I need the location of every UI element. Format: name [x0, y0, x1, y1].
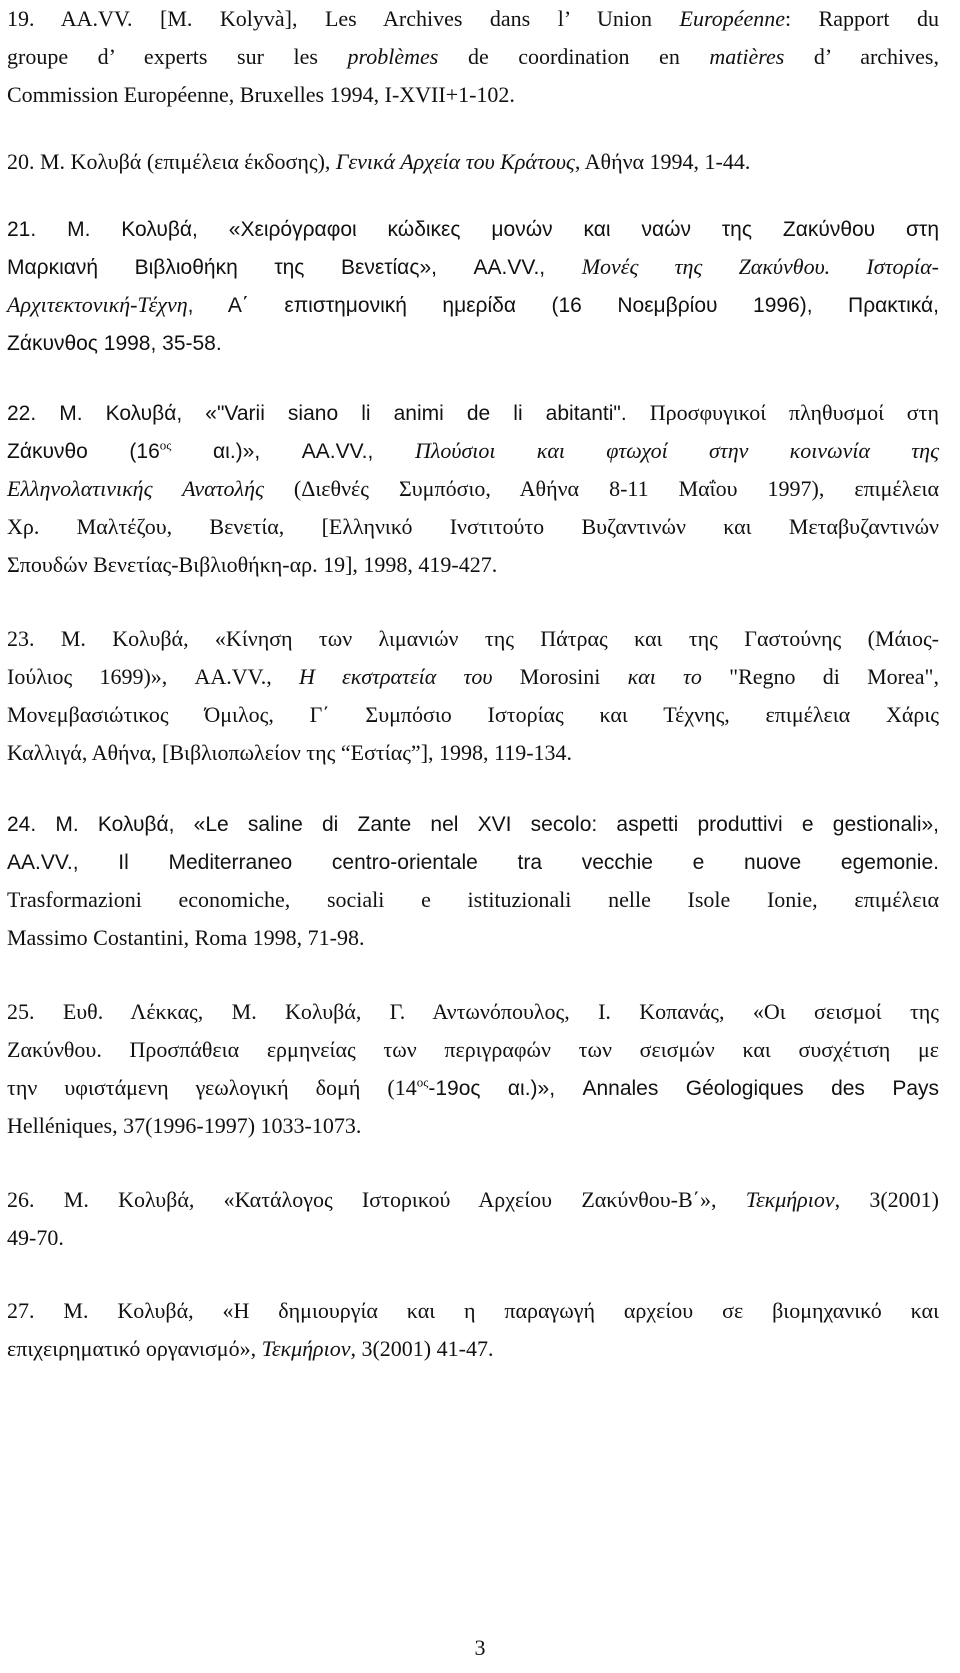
text-run: Ζακύνθου. Προσπάθεια ερμηνείας των περιγραφών των σεισμών και συσχέτιση με [7, 1037, 939, 1062]
text-line [7, 734, 939, 772]
text-line [7, 508, 939, 546]
text-line [7, 248, 939, 286]
text-run: Σπουδών Βενετίας-Βιβλιοθήκη-αρ. 19], 1998, 419-427. [7, 552, 498, 577]
text-run: AA.VV., Il Mediterraneo centro-orientale tra vecchie e nuove egemonie. [7, 851, 939, 874]
text-run: , 3(2001) 41-47. [350, 1336, 494, 1361]
italic-text: Αρχιτεκτονική-Τέχνη [7, 292, 188, 317]
text-run: 20. M. Κολυβά (επιμέλεια έκδοσης), [7, 149, 336, 174]
text-run: Μαρκιανή Βιβλιοθήκη της Βενετίας», AA.VV., [7, 256, 582, 279]
reference-27 [7, 1292, 939, 1368]
text-run: 49-70. [7, 1225, 64, 1250]
text-line [7, 286, 939, 324]
text-line [7, 432, 939, 470]
text-line [7, 76, 939, 114]
italic-text: Ελληνολατινικής Ανατολής [7, 476, 264, 501]
text-run: Ιούλιος 1699)», AA.VV., [7, 664, 299, 689]
text-run: 27. M. Κολυβά, «Η δημιουργία και η παραγωγή αρχείου σε βιομηχανικό και [7, 1298, 939, 1323]
text-run: Trasformazioni economiche, sociali e istituzionali nelle Isole Ionie, επιμέλεια [7, 887, 939, 912]
italic-text: Τεκμήριον [745, 1187, 835, 1212]
italic-text: problèmes [347, 44, 439, 69]
text-line [7, 324, 939, 362]
italic-text: Européenne [679, 6, 785, 31]
text-run: επιχειρηματικό οργανισμό», [7, 1336, 262, 1361]
text-run: 25. Ευθ. Λέκκας, Μ. Κολυβά, Γ. Αντωνόπουλος, Ι. Κοπανάς, «Οι σεισμοί της [7, 999, 939, 1024]
reference-23 [7, 620, 939, 772]
text-run: (Διεθνές Συμπόσιο, Αθήνα 8-11 Μαΐου 1997), επιμέλεια [263, 476, 939, 501]
reference-20 [7, 143, 939, 181]
italic-text: Πλούσιοι και φτωχοί στην κοινωνία της [414, 438, 939, 463]
text-line [7, 1292, 939, 1330]
reference-24 [7, 805, 939, 957]
page-number: 3 [474, 1635, 486, 1660]
text-run: , 3(2001) [834, 1187, 940, 1212]
text-line [7, 470, 939, 508]
text-run: Helléniques, 37(1996-1997) 1033-1073. [7, 1113, 362, 1138]
text-run: Ζάκυνθος 1998, 35-58. [7, 332, 222, 355]
text-run: d’ archives, [784, 44, 939, 69]
text-line [7, 658, 939, 696]
text-run: Χρ. Μαλτέζου, Βενετία, [Ελληνικό Ινστιτούτο Βυζαντινών και Μεταβυζαντινών [7, 514, 939, 539]
text-line [7, 696, 939, 734]
text-run: groupe d’ experts sur les [7, 44, 348, 69]
text-line [7, 1219, 939, 1257]
text-line [7, 546, 939, 584]
italic-text: Μονές της Ζακύνθου. Ιστορία- [581, 254, 940, 279]
text-run: την υφιστάμενη γεωλογική δομή (14 [7, 1075, 417, 1100]
text-line [7, 1181, 939, 1219]
superscript: ος [416, 1074, 429, 1090]
text-line [7, 805, 939, 843]
text-run: 22. M. Κολυβά, «"Varii siano li animi de li abitanti". [7, 402, 650, 425]
reference-19 [7, 0, 939, 114]
text-line [7, 1069, 939, 1107]
text-run: "Regno di Morea", [701, 664, 939, 689]
text-line [7, 620, 939, 658]
text-run: Morosini [492, 664, 628, 689]
text-line [7, 993, 939, 1031]
text-run: αι.)», AA.VV., [171, 440, 415, 463]
text-run: Ζάκυνθο (16 [7, 440, 160, 463]
text-run: , Α΄ επιστημονική ημερίδα (16 Νοεμβρίου 1996), Πρακτικά, [187, 294, 939, 317]
text-run: 19. AA.VV. [M. Kolyvà], Les Archives dans l’ Union [7, 6, 680, 31]
text-line [7, 881, 939, 919]
text-line [7, 38, 939, 76]
text-line [7, 210, 939, 248]
text-line [7, 143, 939, 181]
italic-text: και το [627, 664, 702, 689]
text-line [7, 1031, 939, 1069]
superscript: ος [159, 437, 172, 453]
italic-text: Τεκμήριον [261, 1336, 351, 1361]
text-run: Προσφυγικοί πληθυσμοί στη [649, 400, 939, 425]
reference-26 [7, 1181, 939, 1257]
reference-22 [7, 394, 939, 584]
reference-25 [7, 993, 939, 1145]
reference-21 [7, 210, 939, 362]
text-line [7, 1107, 939, 1145]
text-line [7, 0, 939, 38]
italic-text: Γενικά Αρχεία του Κράτους [335, 149, 575, 174]
text-run: , Αθήνα 1994, 1-44. [574, 149, 751, 174]
text-line [7, 843, 939, 881]
text-run: : Rapport du [785, 6, 939, 31]
text-run: 26. M. Κολυβά, «Κατάλογος Ιστορικού Αρχείου Ζακύνθου-Β΄», [7, 1187, 746, 1212]
text-run: 24. M. Κολυβά, «Le saline di Zante nel XVI secolo: aspetti produttivi e gestionali», [7, 813, 939, 836]
text-run: de coordination en [438, 44, 710, 69]
italic-text: Η εκστρατεία του [298, 664, 493, 689]
text-line [7, 394, 939, 432]
text-run: Μονεμβασιώτικος Όμιλος, Γ΄ Συμπόσιο Ιστορίας και Τέχνης, επιμέλεια Χάρις [7, 702, 939, 727]
text-run: -19ος αι.)», Annales Géologiques des Pays [428, 1077, 940, 1100]
text-run: 21. M. Κολυβά, «Χειρόγραφοι κώδικες μονών και ναών της Ζακύνθου στη [7, 218, 939, 241]
text-run: 23. M. Κολυβά, «Κίνηση των λιμανιών της Πάτρας και της Γαστούνης (Μάιος- [7, 626, 939, 651]
text-line [7, 1330, 939, 1368]
text-run: Commission Européenne, Bruxelles 1994, I-XVII+1-102. [7, 82, 515, 107]
italic-text: matières [709, 44, 785, 69]
text-run: Καλλιγά, Αθήνα, [Βιβλιοπωλείον της “Εστίας”], 1998, 119-134. [7, 740, 573, 765]
text-line [7, 919, 939, 957]
text-run: Massimo Costantini, Roma 1998, 71-98. [7, 925, 365, 950]
